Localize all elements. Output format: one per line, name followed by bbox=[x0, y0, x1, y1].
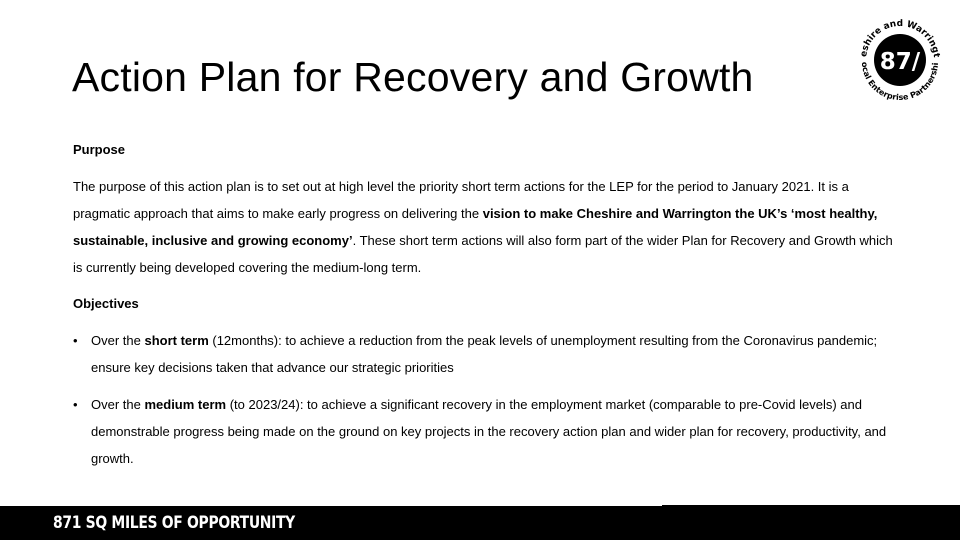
objective-text: (12months): to achieve a reduction from the peak levels of unemployment resulting from the Coronavirus pandemic; ensure key decisions taken that advance our strategic priorities bbox=[91, 333, 878, 375]
slide-body bbox=[73, 136, 903, 482]
purpose-text-1: The purpose of this action plan is to set out at high level the priority short term actions for the LEP for the period to January 2021. It is a pragmatic approach that aims to make early progress on delivering the bbox=[73, 179, 849, 221]
footer-tagline: 871 SQ MILES OF OPPORTUNITY bbox=[53, 513, 295, 533]
objective-text: (to 2023/24): to achieve a significant recovery in the employment market (comparable to pre-Covid levels) and demonstrable progress being made on the ground on key projects in the recovery action plan and wider plan for recovery, productivity, and growth. bbox=[91, 397, 887, 466]
objective-term: short term bbox=[144, 333, 209, 348]
bullet-icon: • bbox=[73, 397, 78, 412]
logo-ring-top: eshire and Warringt bbox=[859, 18, 941, 59]
objectives-list bbox=[73, 327, 903, 472]
list-item bbox=[73, 327, 903, 381]
bullet-icon: • bbox=[73, 333, 78, 348]
purpose-heading: Purpose bbox=[73, 142, 126, 157]
purpose-vision-bold: vision to make Cheshire and Warrington the UK’s ‘most healthy, sustainable, inclusive and growing economy’ bbox=[73, 206, 878, 248]
objectives-heading: Objectives bbox=[73, 296, 139, 311]
objective-term: medium term bbox=[144, 397, 227, 412]
footer-bar bbox=[0, 506, 960, 540]
objective-lead: Over the bbox=[91, 397, 145, 412]
list-item bbox=[73, 391, 903, 472]
objective-lead: Over the bbox=[91, 333, 145, 348]
lep-logo bbox=[852, 12, 948, 108]
logo-number: 87/ bbox=[879, 49, 921, 75]
slide-title: Action Plan for Recovery and Growth bbox=[72, 54, 754, 100]
logo-ring-bottom: ocal Enterprise Partnershi bbox=[859, 61, 941, 103]
purpose-text-2: . These short term actions will also form part of the wider Plan for Recovery and Growth which is currently being developed covering the medium-long term. bbox=[73, 233, 893, 275]
lep-logo-icon bbox=[852, 12, 948, 108]
purpose-paragraph bbox=[73, 173, 903, 281]
